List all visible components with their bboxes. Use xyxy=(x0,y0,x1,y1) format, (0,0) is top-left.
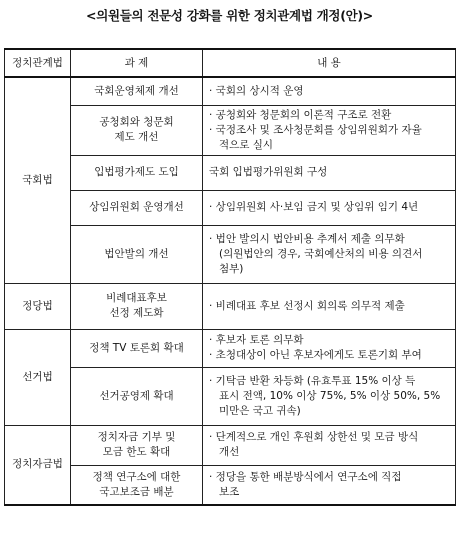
content-text: · 비례대표 후보 선정시 회의록 의무적 제출 xyxy=(209,299,405,312)
content-text: 미만은 국고 귀속) xyxy=(219,404,301,417)
task-text: 법안발의 개선 xyxy=(104,247,169,260)
table-row xyxy=(5,367,456,425)
content-cell xyxy=(203,155,456,190)
content-text: 표시 전액, 10% 이상 75%, 5% 이상 50%, 5% xyxy=(219,389,441,402)
content-text: · 초청대상이 아닌 후보자에게도 토론기회 부여 xyxy=(209,349,422,361)
content-text: · 국정조사 및 조사청문회를 상임위원회가 자율 xyxy=(209,123,422,136)
content-text: 보조 xyxy=(219,485,240,498)
document-title: <의원들의 전문성 강화를 위한 정치관계법 개정(안)> xyxy=(86,8,373,23)
task-text: 정치자금 기부 및 xyxy=(97,431,176,443)
content-text: · 정당을 통한 배분방식에서 연구소에 직접 xyxy=(209,470,402,483)
content-text: 첨부) xyxy=(219,262,244,275)
header-task: 과 제 xyxy=(71,49,203,77)
task-text: 선정 제도화 xyxy=(109,307,164,319)
content-cell xyxy=(203,465,456,505)
content-cell xyxy=(203,283,456,329)
task-text: 국고보조금 배분 xyxy=(99,485,174,498)
task-cell xyxy=(71,105,203,155)
task-text: 비례대표후보 xyxy=(106,292,167,304)
table-row xyxy=(5,155,456,190)
task-text: 제도 개선 xyxy=(114,131,159,143)
task-cell xyxy=(71,283,203,329)
task-cell xyxy=(71,329,203,367)
content-cell xyxy=(203,77,456,105)
law-name-cell: 정당법 xyxy=(5,283,71,329)
content-cell xyxy=(203,425,456,465)
content-text: · 국회의 상시적 운영 xyxy=(209,84,304,97)
task-text: 공청회와 청문회 xyxy=(99,116,174,128)
law-name-cell: 선거법 xyxy=(5,329,71,425)
table-row xyxy=(5,329,456,367)
task-cell xyxy=(71,367,203,425)
content-cell xyxy=(203,190,456,225)
table-row xyxy=(5,105,456,155)
task-cell xyxy=(71,77,203,105)
content-cell xyxy=(203,329,456,367)
task-cell xyxy=(71,190,203,225)
content-text: · 공청회와 청문회의 이론적 구조로 전환 xyxy=(209,108,392,121)
table-row xyxy=(5,77,456,105)
task-cell xyxy=(71,465,203,505)
table-row xyxy=(5,225,456,283)
law-name-cell: 정치자금법 xyxy=(5,425,71,505)
task-text: 국회운영체제 개선 xyxy=(94,84,179,97)
law-name-cell: 국회법 xyxy=(5,77,71,283)
content-text: · 법안 발의시 법안비용 추계서 제출 의무화 xyxy=(209,232,405,245)
content-text: 적으로 실시 xyxy=(219,138,274,151)
table-row xyxy=(5,425,456,465)
law-revision-table xyxy=(4,48,456,506)
task-cell xyxy=(71,155,203,190)
content-text: · 상임위원회 사·보임 금지 및 상임위 임기 4년 xyxy=(209,201,419,213)
task-text: 입법평가제도 도입 xyxy=(94,166,179,178)
task-text: 정책 연구소에 대한 xyxy=(92,470,181,483)
task-text: 정책 TV 토론회 확대 xyxy=(89,341,184,354)
content-text: 개선 xyxy=(219,446,240,458)
content-text: 국회 입법평가위원회 구성 xyxy=(209,166,328,178)
table-row xyxy=(5,283,456,329)
task-text: 모금 한도 확대 xyxy=(102,446,171,458)
task-text: 상임위원회 운영개선 xyxy=(89,201,184,213)
task-cell xyxy=(71,225,203,283)
task-text: 선거공영제 확대 xyxy=(99,389,174,402)
content-text: · 기탁금 반환 차등화 (유효투표 15% 이상 득 xyxy=(209,374,416,387)
header-law: 정치관계법 xyxy=(5,49,71,77)
table-row xyxy=(5,190,456,225)
header-content: 내 용 xyxy=(203,49,456,77)
content-text: (의원법안의 경우, 국회예산처의 비용 의견서 xyxy=(219,247,423,260)
table-header-row xyxy=(5,49,456,77)
content-cell xyxy=(203,367,456,425)
content-cell xyxy=(203,225,456,283)
content-cell xyxy=(203,105,456,155)
content-text: · 후보자 토론 의무화 xyxy=(209,334,304,346)
task-cell xyxy=(71,425,203,465)
table-row xyxy=(5,465,456,505)
content-text: · 단계적으로 개인 후원회 상한선 및 모금 방식 xyxy=(209,431,419,443)
